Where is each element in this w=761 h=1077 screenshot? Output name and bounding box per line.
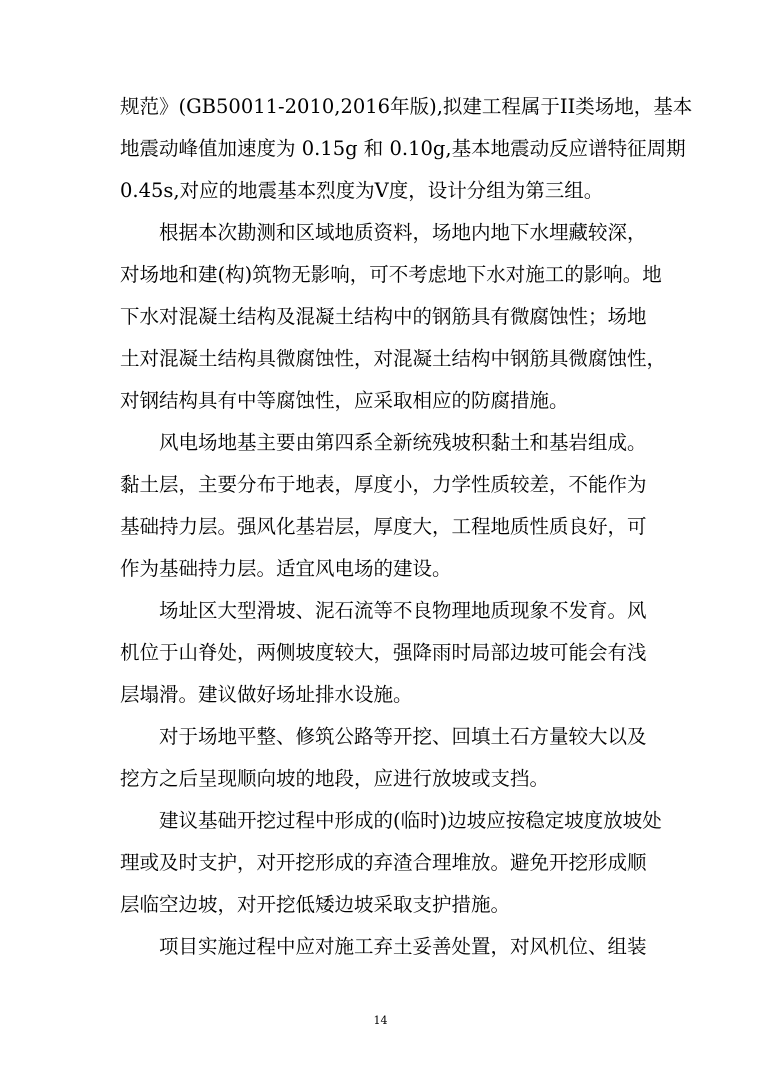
text-line: 作为基础持力层。适宜风电场的建设。 [120, 557, 452, 580]
text-line: 风电场地基主要由第四系全新统残坡积黏土和基岩组成。 [159, 431, 647, 454]
page-number: 14 [373, 1014, 388, 1027]
paragraph-earthwork [120, 716, 647, 800]
text-line: 对于场地平整、修筑公路等开挖、回填土石方量较大以及 [159, 725, 647, 748]
text-line: 根据本次勘测和区域地质资料，场地内地下水埋藏较深， [159, 221, 647, 244]
text-line: 层塌滑。建议做好场址排水设施。 [120, 683, 413, 706]
paragraph-seismic [120, 86, 693, 212]
text-line: 规范》(GB50011-2010,2016年版),拟建工程属于II类场地，基本 [120, 95, 693, 118]
paragraph-geohazard [120, 590, 647, 716]
text-line: 理或及时支护，对开挖形成的弃渣合理堆放。避免开挖形成顺 [120, 851, 647, 874]
text-line: 建议基础开挖过程中形成的(临时)边坡应按稳定坡度放坡处 [159, 809, 662, 832]
text-line: 地震动峰值加速度为 0.15g 和 0.10g,基本地震动反应谱特征周期 [120, 137, 686, 160]
text-line: 层临空边坡，对开挖低矮边坡采取支护措施。 [120, 893, 511, 916]
paragraph-slope [120, 800, 662, 926]
document-body [120, 86, 693, 968]
paragraph-groundwater [120, 212, 667, 422]
text-line: 对钢结构具有中等腐蚀性，应采取相应的防腐措施。 [120, 389, 569, 412]
text-line: 下水对混凝土结构及混凝土结构中的钢筋具有微腐蚀性；场地 [120, 305, 647, 328]
text-line: 机位于山脊处，两侧坡度较大，强降雨时局部边坡可能会有浅 [120, 641, 647, 664]
text-line: 基础持力层。强风化基岩层，厚度大，工程地质性质良好，可 [120, 515, 647, 538]
paragraph-foundation [120, 422, 647, 590]
text-line: 黏土层，主要分布于地表，厚度小，力学性质较差，不能作为 [120, 473, 647, 496]
text-line: 对场地和建(构)筑物无影响，可不考虑地下水对施工的影响。地 [120, 263, 662, 286]
text-line: 土对混凝土结构具微腐蚀性，对混凝土结构中钢筋具微腐蚀性， [120, 347, 667, 370]
text-line: 挖方之后呈现顺向坡的地段，应进行放坡或支挡。 [120, 767, 550, 790]
paragraph-spoil [120, 926, 647, 968]
text-line: 项目实施过程中应对施工弃土妥善处置，对风机位、组装 [159, 935, 647, 958]
text-line: 场址区大型滑坡、泥石流等不良物理地质现象不发育。风 [159, 599, 647, 622]
text-line: 0.45s,对应的地震基本烈度为Ⅴ度，设计分组为第三组。 [120, 179, 604, 202]
